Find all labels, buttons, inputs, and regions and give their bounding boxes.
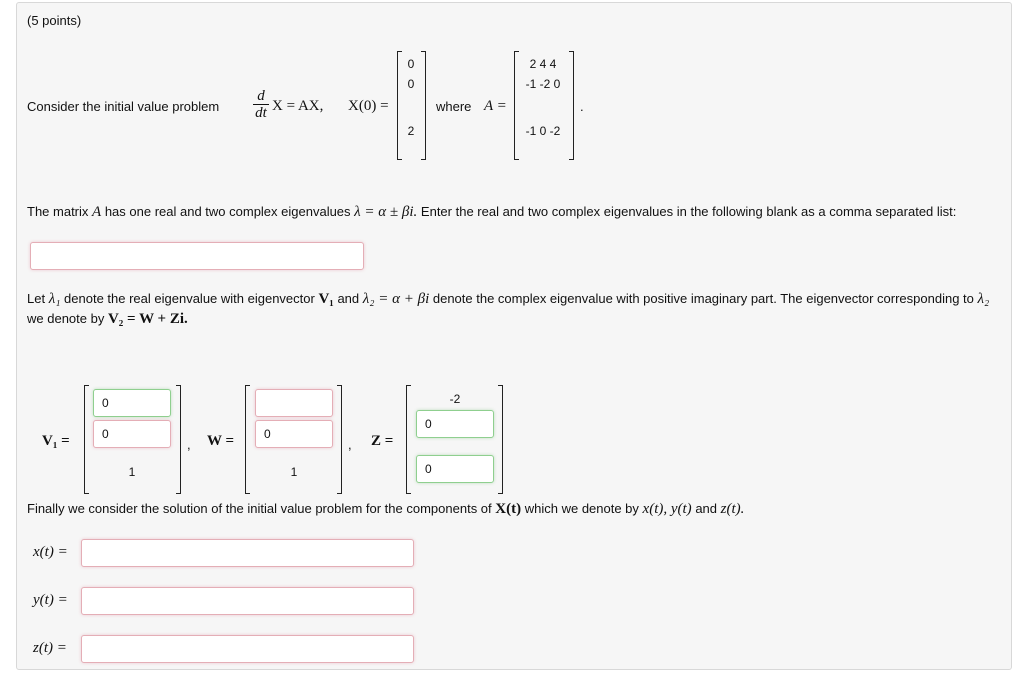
q1-text-a: The matrix xyxy=(27,204,89,219)
x0-bracket-left xyxy=(397,51,402,160)
w-label: W = xyxy=(207,433,235,449)
eigenvector-description xyxy=(27,289,1002,329)
z-bracket-left xyxy=(406,385,411,494)
derivative-numerator: d xyxy=(257,88,265,104)
q3-text-2: which we denote by xyxy=(524,501,639,516)
v1-bracket-left xyxy=(84,385,89,494)
z-entry-1: -2 xyxy=(449,392,461,406)
q3-components: x(t), y(t) xyxy=(642,501,692,517)
q2-text-5: we denote by xyxy=(27,311,105,326)
a-equals-label: A = xyxy=(484,98,507,114)
y-solution-input[interactable] xyxy=(81,587,414,615)
matrix-bracket-right xyxy=(569,51,574,160)
q1-text-b: has one real and two complex eigenvalues xyxy=(104,204,351,219)
v1-label: V₁ = xyxy=(42,433,70,449)
where-text: where xyxy=(436,99,472,114)
z-solution-label: z(t) = xyxy=(33,640,67,656)
q2-lambda2: λ₂ xyxy=(977,291,990,307)
q2-text-2: denote the real eigenvalue with eigenvector xyxy=(64,291,315,306)
x-solution-input[interactable] xyxy=(81,539,414,567)
v1-entry-1-input[interactable] xyxy=(93,389,171,417)
z-entry-3-input[interactable] xyxy=(416,455,494,483)
w-entry-2-input[interactable] xyxy=(255,420,333,448)
points-label: (5 points) xyxy=(27,13,82,28)
w-entry-1-input[interactable] xyxy=(255,389,333,417)
q2-text-4: denote the complex eigenvalue with positive imaginary part. The eigenvector corresponding to xyxy=(432,291,974,306)
w-bracket-right xyxy=(337,385,342,494)
q3-text: Finally we consider the solution of the initial value problem for the components of xyxy=(27,501,492,516)
q1-matrix-symbol: A xyxy=(92,204,102,220)
x-solution-label: x(t) = xyxy=(33,544,68,560)
q3-zt: z(t). xyxy=(720,501,745,517)
intro-text: Consider the initial value problem xyxy=(27,99,220,114)
z-entry-2-input[interactable] xyxy=(416,410,494,438)
derivative-fraction xyxy=(250,89,272,120)
w-entry-3: 1 xyxy=(290,465,298,479)
q2-v2-eq: V₂ = W + Zi. xyxy=(107,311,188,327)
matrix-row-1: 2 4 4 xyxy=(529,57,557,71)
q2-text-1: Let xyxy=(27,291,46,306)
v1-entry-2-input[interactable] xyxy=(93,420,171,448)
z-bracket-right xyxy=(498,385,503,494)
z-label: Z = xyxy=(371,433,394,449)
x0-bracket-right xyxy=(421,51,426,160)
y-solution-label: y(t) = xyxy=(33,592,68,608)
q3-and: and xyxy=(695,501,718,516)
q1-lambda-form: λ = α ± βi. xyxy=(354,204,418,220)
eigenvalues-input[interactable] xyxy=(30,242,364,270)
v1-entry-3: 1 xyxy=(128,465,136,479)
initial-condition-label: X(0) = xyxy=(348,98,389,114)
w-comma: , xyxy=(348,437,352,452)
x0-entry-2: 0 xyxy=(407,77,415,91)
q1-text-c: Enter the real and two complex eigenvalues in the following blank as a comma separated list: xyxy=(420,204,957,219)
q2-lambda2-eq: λ₂ = α + βi xyxy=(362,291,430,307)
q3-xt: X(t) xyxy=(495,501,522,517)
w-bracket-left xyxy=(245,385,250,494)
intro-period: . xyxy=(580,99,584,114)
matrix-row-2: -1 -2 0 xyxy=(525,77,561,91)
matrix-row-3: -1 0 -2 xyxy=(525,124,561,138)
q2-v1: V₁ xyxy=(318,291,334,307)
q2-lambda1: λ₁ xyxy=(48,291,61,307)
solution-description xyxy=(27,499,1002,519)
v1-bracket-right xyxy=(176,385,181,494)
equation-ax: X = AX, xyxy=(272,98,324,114)
v1-comma: , xyxy=(187,437,191,452)
z-solution-input[interactable] xyxy=(81,635,414,663)
x0-entry-1: 0 xyxy=(407,57,415,71)
eigenvalue-question xyxy=(27,202,1002,222)
q2-text-3: and xyxy=(337,291,360,306)
derivative-denominator: dt xyxy=(255,105,267,121)
x0-entry-3: 2 xyxy=(407,124,415,138)
